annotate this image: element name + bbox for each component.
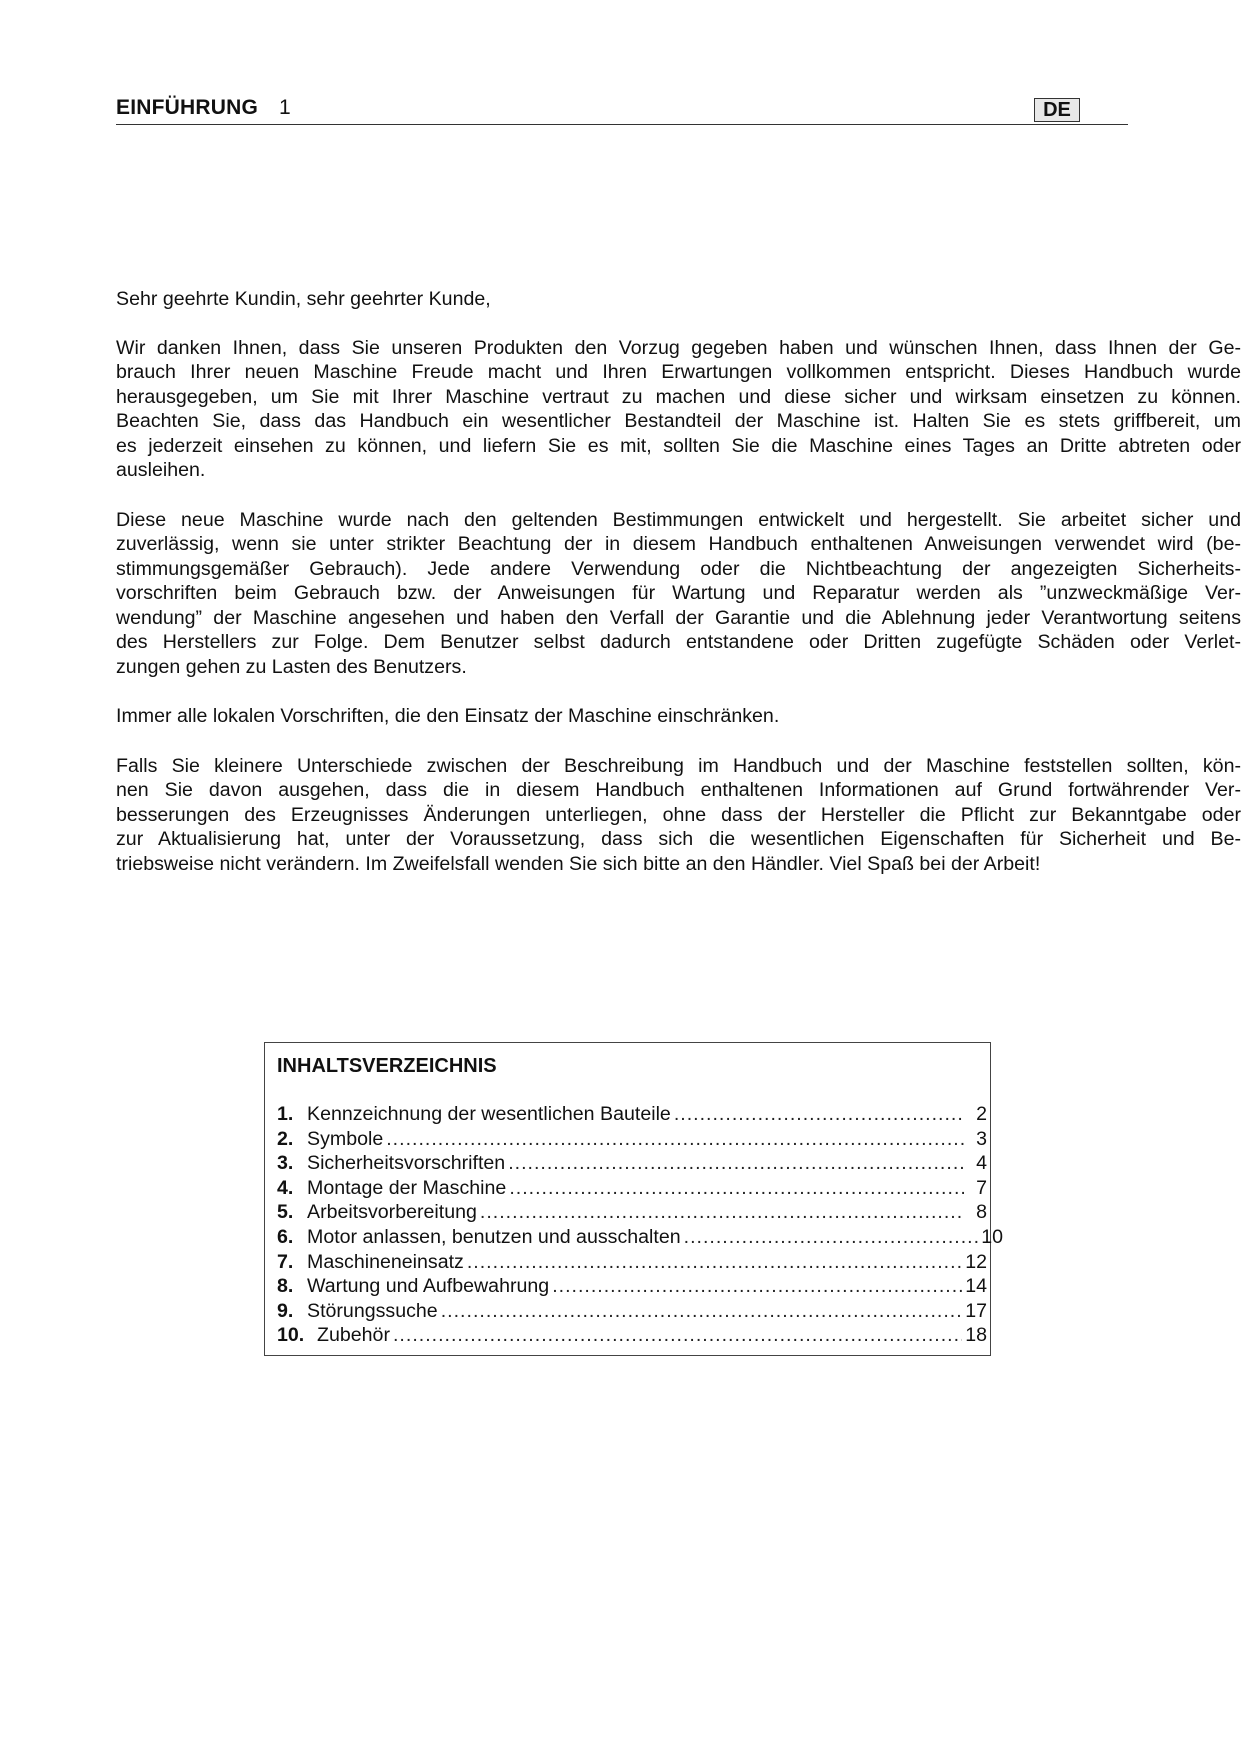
toc-leader [386, 1128, 964, 1151]
toc-number: 6. [277, 1225, 294, 1248]
table-of-contents [264, 1042, 1003, 1356]
toc-page: 18 [965, 1324, 987, 1347]
toc-label: Symbole [307, 1127, 384, 1150]
text-line: stimmungsgemäßer Gebrauch). Jede andere Verwendung oder die Nichtbeachtung der angezeigten Sicherheits- [116, 557, 1241, 580]
language-badge: DE [1034, 98, 1080, 122]
text-line: des Herstellers zur Folge. Dem Benutzer selbst dadurch entstandene oder Dritten zugefügte Schäden oder Verlet- [116, 631, 1241, 653]
toc-item[interactable] [277, 1225, 1003, 1251]
toc-label: Arbeitsvorbereitung [307, 1201, 477, 1224]
toc-item[interactable] [277, 1103, 987, 1128]
toc-leader [393, 1324, 962, 1347]
text-line: brauch Ihrer neuen Maschine Freude macht und Ihren Erwartungen vollkommen entspricht. Dieses Handbuch wurde [116, 361, 1241, 383]
toc-number: 10. [277, 1324, 305, 1347]
toc-item[interactable] [277, 1300, 987, 1325]
toc-page: 7 [976, 1176, 987, 1199]
section-title: EINFÜHRUNG [116, 96, 258, 119]
page-number: 1 [279, 96, 291, 119]
text-line: wendung” der Maschine angesehen und haben den Verfall der Garantie und die Ablehnung jeder Verantwortung seitens [116, 606, 1241, 629]
paragraph-differences [116, 754, 1241, 877]
toc-item[interactable] [277, 1275, 987, 1300]
text-line: zur Aktualisierung hat, unter der Voraussetzung, dass sich die wesentlichen Eigenschaften für Sicherheit und Be- [116, 828, 1241, 850]
toc-label: Wartung und Aufbewahrung [307, 1275, 550, 1298]
toc-page: 8 [976, 1201, 987, 1224]
text-line: ausleihen. [116, 459, 206, 481]
text-line: zuverlässig, wenn sie unter strikter Beachtung der in diesem Handbuch enthaltenen Anweisungen verwendet wird (be- [116, 533, 1241, 555]
toc-title: INHALTSVERZEICHNIS [277, 1055, 497, 1077]
toc-leader [509, 1177, 964, 1200]
toc-page: 4 [976, 1152, 987, 1175]
toc-leader [674, 1103, 964, 1126]
toc-page: 10 [981, 1225, 1003, 1248]
toc-page: 12 [965, 1250, 987, 1273]
toc-item[interactable] [277, 1177, 987, 1202]
toc-page: 3 [976, 1127, 987, 1150]
toc-item[interactable] [277, 1152, 987, 1177]
toc-list [277, 1103, 1003, 1349]
toc-page: 2 [976, 1103, 987, 1125]
text-line: es jederzeit einsehen zu können, und liefern Sie es mit, sollten Sie die Maschine eines Tages an Dritte abtreten oder [116, 434, 1241, 457]
paragraph-usage [116, 508, 1241, 680]
toc-label: Kennzeichnung der wesentlichen Bauteile [307, 1103, 671, 1125]
toc-number: 8. [277, 1275, 294, 1298]
toc-label: Montage der Maschine [307, 1176, 507, 1199]
salutation: Sehr geehrte Kundin, sehr geehrter Kunde, [116, 288, 491, 310]
toc-number: 1. [277, 1103, 294, 1125]
text-line: triebsweise nicht verändern. Im Zweifelsfall wenden Sie sich bitte an den Händler. Viel Spaß bei der Arbeit! [116, 852, 1041, 875]
toc-number: 3. [277, 1152, 294, 1175]
toc-leader [441, 1300, 962, 1323]
paragraph-local-rules [116, 704, 1241, 729]
toc-label: Motor anlassen, benutzen und ausschalten [307, 1225, 681, 1248]
toc-leader [467, 1251, 962, 1274]
text-line: Beachten Sie, dass das Handbuch ein wesentlicher Bestandteil der Maschine ist. Halten Sie es stets griffbereit, um [116, 410, 1241, 432]
toc-item[interactable] [277, 1324, 987, 1349]
text-line: herausgegeben, um Sie mit Ihrer Maschine vertraut zu machen und diese sicher und wirksam einsetzen zu können. [116, 385, 1241, 408]
toc-leader [684, 1226, 979, 1249]
toc-page: 17 [965, 1299, 987, 1322]
page-header [116, 94, 1128, 125]
text-line: besserungen des Erzeugnisses Änderungen unterliegen, ohne dass der Hersteller die Pflicht zur Bekanntgabe oder [116, 803, 1241, 826]
text-line: Immer alle lokalen Vorschriften, die den Einsatz der Maschine einschränken. [116, 705, 780, 727]
toc-number: 4. [277, 1176, 294, 1199]
toc-item[interactable] [277, 1251, 987, 1276]
text-line: zungen gehen zu Lasten des Benutzers. [116, 655, 467, 678]
toc-label: Sicherheitsvorschriften [307, 1152, 506, 1175]
toc-number: 2. [277, 1127, 294, 1150]
toc-label: Maschineneinsatz [307, 1250, 464, 1273]
text-line: Wir danken Ihnen, dass Sie unseren Produkten den Vorzug gegeben haben und wünschen Ihnen, dass Ihnen der Ge- [116, 336, 1241, 359]
toc-number: 9. [277, 1299, 294, 1322]
text-line: Falls Sie kleinere Unterschiede zwischen der Beschreibung im Handbuch und der Maschine feststellen sollten, kön- [116, 754, 1241, 777]
toc-number: 7. [277, 1250, 294, 1273]
paragraph-thanks [116, 336, 1241, 483]
toc-number: 5. [277, 1201, 294, 1224]
intro-text [116, 287, 1241, 901]
toc-label: Störungssuche [307, 1299, 438, 1322]
toc-leader [480, 1201, 964, 1224]
toc-item[interactable] [277, 1201, 987, 1226]
text-line: Diese neue Maschine wurde nach den geltenden Bestimmungen entwickelt und hergestellt. Sie arbeitet sicher und [116, 508, 1241, 531]
text-line: nen Sie davon ausgehen, dass die in diesem Handbuch enthaltenen Informationen auf Grund fortwährender Ver- [116, 779, 1241, 801]
toc-leader [508, 1152, 964, 1175]
text-line: vorschriften beim Gebrauch bzw. der Anweisungen für Wartung und Reparatur werden als ”unzweckmäßige Ver- [116, 582, 1241, 604]
toc-item[interactable] [277, 1128, 987, 1153]
toc-label: Zubehör [317, 1324, 390, 1347]
toc-leader [552, 1275, 962, 1298]
toc-page: 14 [965, 1275, 987, 1298]
